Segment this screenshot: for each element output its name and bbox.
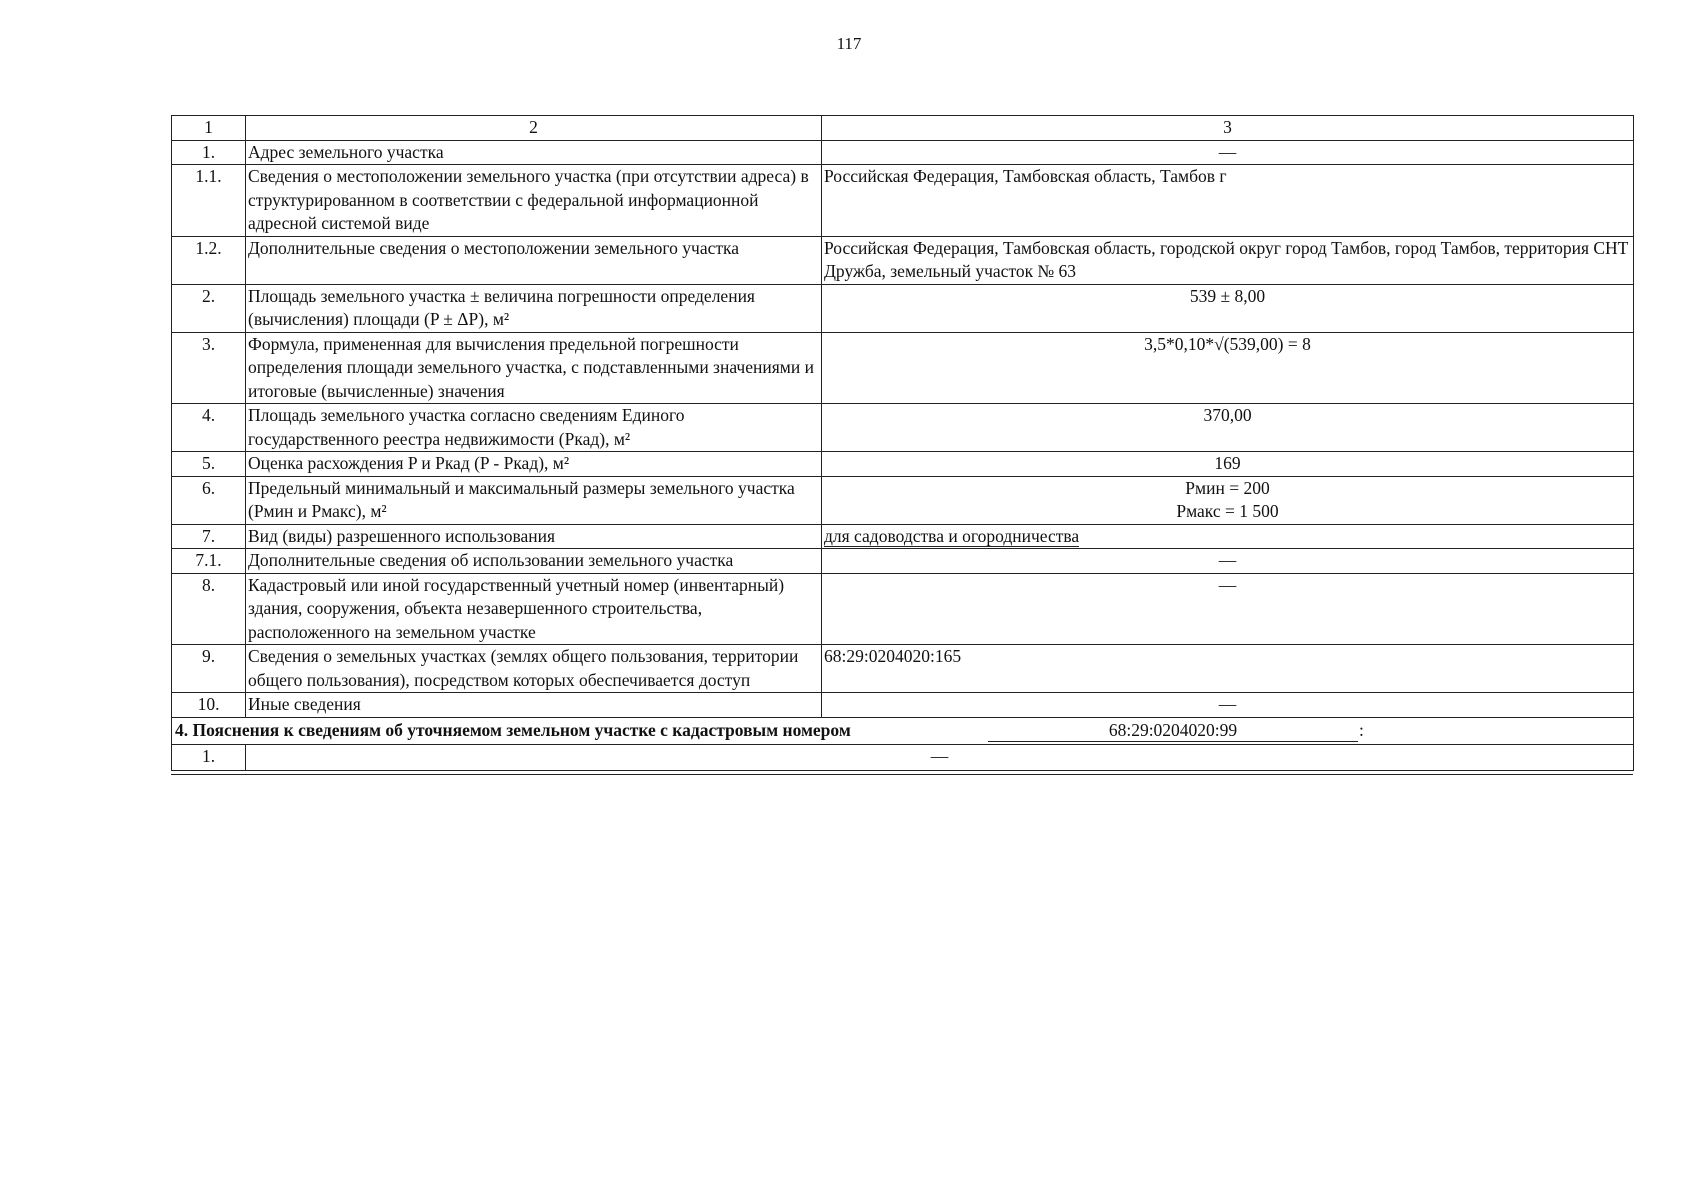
table-row	[172, 744, 1634, 770]
row-number: 6.	[172, 476, 246, 524]
table-row	[172, 452, 1634, 477]
row-value: —	[822, 549, 1634, 574]
row-label: Оценка расхождения P и Pкад (P - Pкад), м²	[246, 452, 822, 477]
row-label: Адрес земельного участка	[246, 140, 822, 165]
cadastral-number: 68:29:0204020:99	[988, 719, 1358, 742]
table-row	[172, 573, 1634, 645]
land-plot-info-table	[171, 115, 1634, 771]
row-value	[822, 476, 1634, 524]
row-label: Иные сведения	[246, 693, 822, 718]
row-label: Площадь земельного участка ± величина погрешности определения (вычисления) площади (P ± ΔP), м²	[246, 284, 822, 332]
row-label: Дополнительные сведения об использовании земельного участка	[246, 549, 822, 574]
header-col-3: 3	[822, 116, 1634, 141]
table-row	[172, 645, 1634, 693]
page-number: 117	[836, 34, 862, 53]
row-number: 3.	[172, 332, 246, 404]
table-row	[172, 165, 1634, 237]
row-number: 1.	[172, 140, 246, 165]
section-heading	[172, 717, 1634, 744]
table-row	[172, 476, 1634, 524]
row-label: Кадастровый или иной государственный учетный номер (инвентарный) здания, сооружения, объекта незавершенного строительства, расположенного на земельном участке	[246, 573, 822, 645]
row-value: 169	[822, 452, 1634, 477]
row-label: Вид (виды) разрешенного использования	[246, 524, 822, 549]
table-bottom-rule	[171, 774, 1633, 775]
row-value: —	[822, 140, 1634, 165]
table-header-row	[172, 116, 1634, 141]
row-label: Предельный минимальный и максимальный размеры земельного участка (Pмин и Pмакс), м²	[246, 476, 822, 524]
row-value	[822, 524, 1634, 549]
header-col-1: 1	[172, 116, 246, 141]
table-row	[172, 524, 1634, 549]
row-label: Сведения о местоположении земельного участка (при отсутствии адреса) в структурированном в соответствии с федеральной информационной адресной системой виде	[246, 165, 822, 237]
row-value: 68:29:0204020:165	[822, 645, 1634, 693]
permitted-use-value: для садоводства и огородничества	[824, 525, 1080, 546]
max-size-value: Pмакс = 1 500	[1176, 501, 1279, 521]
row-number: 1.2.	[172, 236, 246, 284]
row-number: 5.	[172, 452, 246, 477]
row-value: —	[246, 744, 1634, 770]
row-number: 1.1.	[172, 165, 246, 237]
row-number: 7.	[172, 524, 246, 549]
row-number: 4.	[172, 404, 246, 452]
header-col-2: 2	[246, 116, 822, 141]
row-label: Сведения о земельных участках (землях общего пользования, территории общего пользования), посредством которых обеспечивается доступ	[246, 645, 822, 693]
row-value: —	[822, 573, 1634, 645]
row-label: Площадь земельного участка согласно сведениям Единого государственного реестра недвижимости (Pкад), м²	[246, 404, 822, 452]
table-row	[172, 404, 1634, 452]
row-value: 370,00	[822, 404, 1634, 452]
row-label: Формула, примененная для вычисления предельной погрешности определения площади земельного участка, с подставленными значениями и итоговые (вычисленные) значения	[246, 332, 822, 404]
row-value: 3,5*0,10*√(539,00) = 8	[822, 332, 1634, 404]
row-number: 2.	[172, 284, 246, 332]
row-number: 9.	[172, 645, 246, 693]
row-value: Российская Федерация, Тамбовская область, Тамбов г	[822, 165, 1634, 237]
min-size-value: Pмин = 200	[1185, 477, 1270, 498]
row-value: —	[822, 693, 1634, 718]
section-title: 4. Пояснения к сведениям об уточняемом земельном участке с кадастровым номером	[175, 719, 851, 740]
table-row	[172, 236, 1634, 284]
row-value: 539 ± 8,00	[822, 284, 1634, 332]
row-number: 7.1.	[172, 549, 246, 574]
table-row	[172, 693, 1634, 718]
row-number: 10.	[172, 693, 246, 718]
row-label: Дополнительные сведения о местоположении земельного участка	[246, 236, 822, 284]
table-row	[172, 140, 1634, 165]
row-value: Российская Федерация, Тамбовская область, городской округ город Тамбов, город Тамбов, территория СНТ Дружба, земельный участок № 63	[822, 236, 1634, 284]
section-colon: :	[1359, 719, 1364, 740]
table-row	[172, 332, 1634, 404]
table-row	[172, 284, 1634, 332]
section-heading-row	[172, 717, 1634, 744]
row-number: 8.	[172, 573, 246, 645]
row-number: 1.	[172, 744, 246, 770]
table-row	[172, 549, 1634, 574]
